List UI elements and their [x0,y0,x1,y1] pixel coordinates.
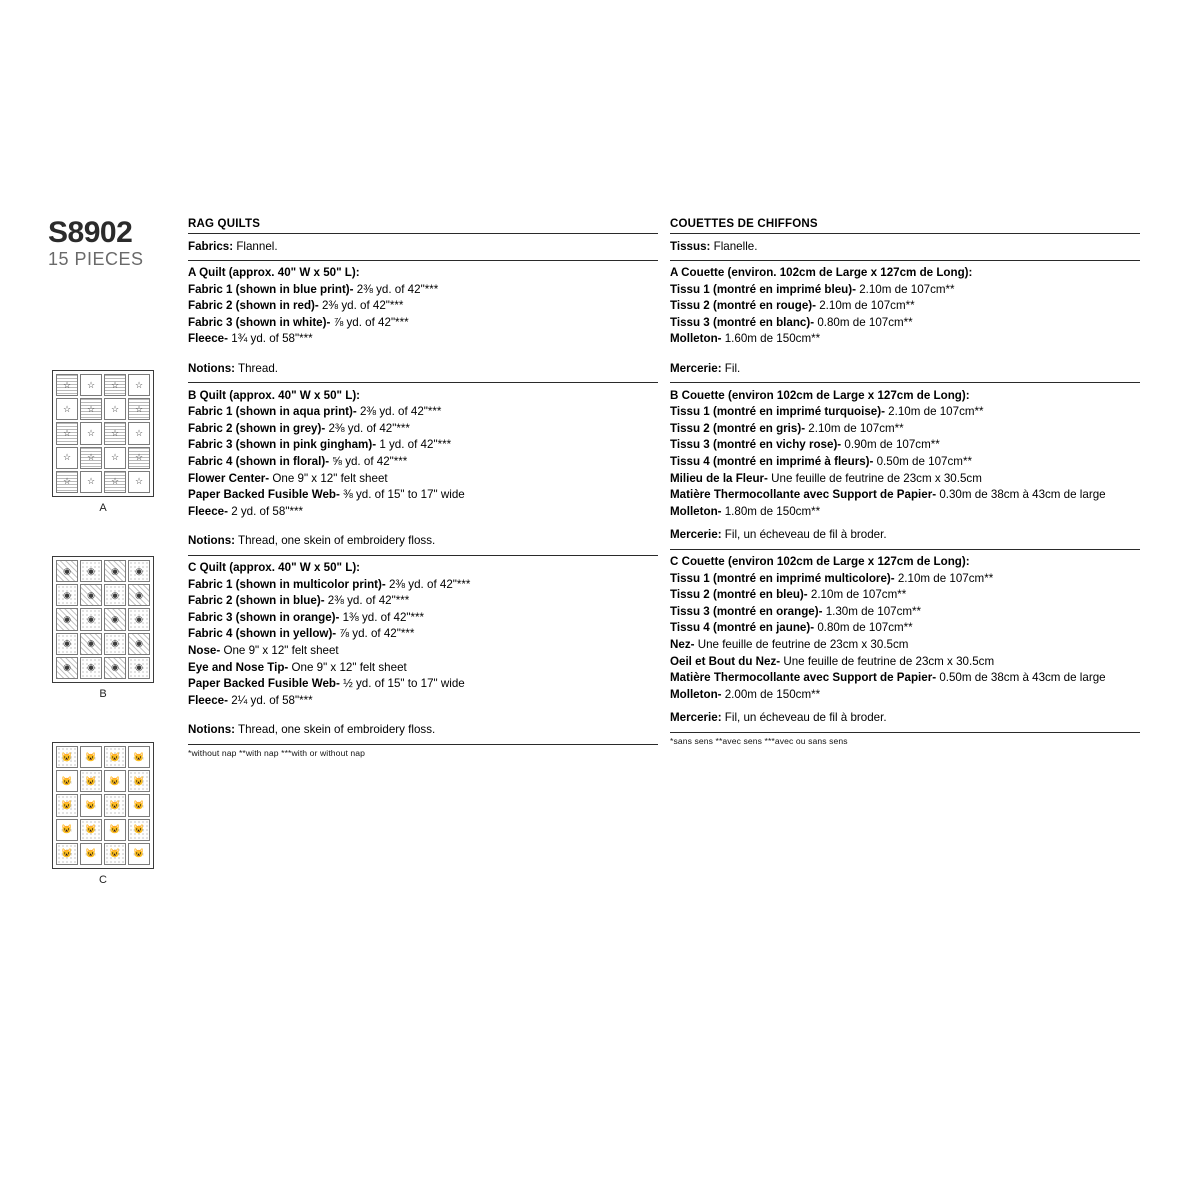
nap-footnote-english: *without nap **with nap ***with or without nap [188,748,366,759]
quilt-cell: ◉ [80,657,102,679]
requirement-value: 0.50m de 107cm** [873,455,972,469]
quilt-cell: ◉ [128,608,150,630]
fabrics-value: Flannel. [233,239,278,253]
requirement-label: Fabric 1 (shown in blue print)- [188,282,354,296]
requirement-label: Fabric 4 (shown in floral)- [188,455,330,469]
quilt-cell: ◉ [56,584,78,606]
view-a-thumbnail-wrap [48,370,158,514]
quilt-cell: ◉ [104,584,126,606]
quilt-cell: ☆ [56,447,78,469]
requirement-label: Molleton- [670,504,722,518]
divider [188,260,658,261]
quilt-cell: 😺 [128,794,150,816]
requirement-label: Fleece- [188,332,228,346]
requirements-column-french [670,218,1140,746]
pattern-code: S8902 [48,216,133,249]
requirement-label: Fabric 3 (shown in orange)- [188,610,340,624]
requirement-line [670,603,1140,620]
requirement-label: Fabric 3 (shown in white)- [188,315,331,329]
quilt-cell: ☆ [128,422,150,444]
requirement-line [188,642,658,659]
quilt-cell: 😺 [80,819,102,841]
requirement-label: Fabric 2 (shown in grey)- [188,421,326,435]
divider [670,549,1140,550]
quilt-cell: 😺 [128,819,150,841]
notions-line-c-english [188,722,658,739]
view-c-thumbnail-wrap [48,742,158,886]
fabrics-line-english [188,238,658,255]
quilt-cell: ◉ [128,560,150,582]
quilt-cell: 😺 [80,746,102,768]
view-heading-c-english [188,560,658,577]
requirement-value: 0.50m de 38cm à 43cm de large [936,671,1106,685]
notions-value: Fil. [721,362,741,376]
quilt-cell: 😺 [128,843,150,865]
quilt-cell: 😺 [56,746,78,768]
requirement-value: 2.10m de 107cm** [816,299,915,313]
requirement-line [188,576,658,593]
requirement-value: 2.10m de 107cm** [807,588,907,602]
requirement-value: One 9" x 12" felt sheet [288,660,407,674]
quilt-cell: ◉ [56,633,78,655]
quilt-cell: ◉ [104,608,126,630]
quilt-cell: 😺 [104,770,126,792]
spacer [670,703,1140,710]
requirement-label: Nez- [670,637,695,651]
requirement-line [188,331,658,348]
requirement-label: Eye and Nose Tip- [188,660,289,674]
view-heading-b-english [188,387,658,404]
requirement-label: Fabric 2 (shown in red)- [188,299,319,313]
piece-count: 15 PIECES [48,249,144,269]
notions-label: Notions: [188,723,236,737]
notions-value: Thread, one skein of embroidery floss. [235,723,436,737]
requirement-label: Fabric 2 (shown in blue)- [188,594,325,608]
quilt-cell: ◉ [80,633,102,655]
fabrics-value: Flanelle. [710,239,758,253]
quilt-cell: ◉ [104,657,126,679]
view-heading-text: B Quilt (approx. 40" W x 50" L): [188,388,361,402]
requirement-line [670,470,1140,487]
requirement-value: ⅜ yd. of 15" to 17" wide [339,488,465,502]
requirement-label: Tissu 4 (montré en jaune)- [670,621,815,635]
requirement-line [188,626,658,643]
quilt-cell: 😺 [104,843,126,865]
requirement-line [670,503,1140,520]
requirement-label: Tissu 3 (montré en orange)- [670,604,823,618]
requirement-value: Une feuille de feutrine de 23cm x 30.5cm [767,471,982,485]
requirement-value: Une feuille de feutrine de 23cm x 30.5cm [780,654,995,668]
view-c-thumbnail [52,742,154,869]
requirement-value: 1¾ yd. of 58"*** [227,332,313,346]
requirement-line [670,587,1140,604]
requirement-label: Molleton- [670,687,722,701]
requirement-label: Tissu 2 (montré en rouge)- [670,299,817,313]
quilt-cell: ☆ [104,422,126,444]
requirement-line [188,593,658,610]
requirement-value: 2⅜ yd. of 42"*** [324,594,410,608]
requirement-line [188,420,658,437]
quilt-cell: ◉ [128,584,150,606]
spacer [188,348,658,361]
view-heading-text: C Quilt (approx. 40" W x 50" L): [188,561,361,574]
quilt-cell: ☆ [80,374,102,396]
quilt-cell: ◉ [104,633,126,655]
view-b-thumbnail-wrap [48,556,158,700]
requirement-label: Tissu 3 (montré en vichy rose)- [670,438,842,452]
requirement-label: Paper Backed Fusible Web- [188,677,340,691]
requirement-label: Tissu 1 (montré en imprimé turquoise)- [670,405,885,419]
spacer [188,520,658,533]
quilt-cell: 😺 [128,770,150,792]
notions-label: Notions: [188,534,236,548]
requirement-value: 2.10m de 107cm** [894,571,994,585]
requirement-value: ½ yd. of 15" to 17" wide [339,677,465,691]
quilt-cell: ☆ [80,447,102,469]
requirement-value: 2 yd. of 58"*** [227,504,303,518]
requirement-label: Matière Thermocollante avec Support de Papier- [670,671,937,685]
notions-line-a-english [188,361,658,378]
view-heading-text: B Couette (environ 102cm de Large x 127cm de Long): [670,388,970,402]
requirement-value: 0.30m de 38cm à 43cm de large [936,488,1106,502]
requirement-value: 1⅜ yd. of 42"*** [339,610,425,624]
view-heading-text: C Couette (environ 102cm de Large x 127cm de Long): [670,555,970,568]
notions-value: Fil, un écheveau de fil à broder. [721,528,887,542]
requirement-line [188,281,658,298]
requirement-label: Flower Center- [188,471,270,485]
quilt-cell: ◉ [128,657,150,679]
requirement-line [670,670,1140,687]
requirement-value: 2⅜ yd. of 42"*** [325,421,410,435]
quilt-cell: 😺 [56,819,78,841]
quilt-cell: 😺 [56,843,78,865]
requirement-line [188,404,658,421]
view-heading-text: A Couette (environ. 102cm de Large x 127cm de Long): [670,266,973,280]
quilt-cell: ◉ [56,608,78,630]
requirement-line [670,686,1140,703]
requirement-label: Tissu 2 (montré en gris)- [670,421,806,435]
requirements-sheet [48,218,1148,930]
requirement-line [670,620,1140,637]
requirement-line [670,404,1140,421]
requirement-label: Molleton- [670,332,722,346]
spacer [670,348,1140,361]
notions-value: Thread. [235,362,278,376]
requirement-label: Milieu de la Fleur- [670,471,768,485]
requirements-column-english [188,218,658,758]
divider [670,382,1140,383]
fabrics-label: Tissus: [670,239,711,253]
requirement-line [670,298,1140,315]
quilt-cell: ◉ [128,633,150,655]
requirement-value: 2⅜ yd. of 42"*** [353,282,439,296]
quilt-cell: ☆ [128,471,150,493]
column-title-french: COUETTES DE CHIFFONS [670,218,818,230]
notions-label: Mercerie: [670,528,722,542]
requirement-line [670,281,1140,298]
requirement-label: Oeil et Bout du Nez- [670,654,781,668]
requirement-value: 1.60m de 150cm** [721,332,821,346]
quilt-cell: ☆ [128,398,150,420]
requirement-line [188,676,658,693]
notions-value: Thread, one skein of embroidery floss. [235,534,436,548]
requirement-value: 2.10m de 107cm** [884,405,984,419]
requirement-line [188,609,658,626]
requirement-line [670,570,1140,587]
quilt-cell: 😺 [104,794,126,816]
requirement-line [188,314,658,331]
requirement-line [188,692,658,709]
requirement-value: 0.80m de 107cm** [814,621,913,635]
notions-line-a-french [670,361,1140,378]
requirement-value: 2.10m de 107cm** [855,282,955,296]
requirement-label: Tissu 1 (montré en imprimé multicolore)- [670,571,895,585]
requirement-label: Fabric 3 (shown in pink gingham)- [188,438,377,452]
quilt-cell: ◉ [56,560,78,582]
requirement-line [670,420,1140,437]
view-a-thumbnail [52,370,154,497]
requirement-line [670,331,1140,348]
requirement-line [188,454,658,471]
quilt-cell: 😺 [128,746,150,768]
quilt-cell: 😺 [104,746,126,768]
quilt-cell: ◉ [104,560,126,582]
requirement-value: 0.80m de 107cm** [814,315,913,329]
divider [188,382,658,383]
requirement-line [670,487,1140,504]
quilt-cell: ☆ [56,374,78,396]
fabrics-line-french [670,238,1140,255]
notions-label: Notions: [188,362,236,376]
requirement-label: Fabric 4 (shown in yellow)- [188,627,337,641]
view-heading-a-english [188,265,658,282]
requirement-value: Une feuille de feutrine de 23cm x 30.5cm [694,637,909,651]
quilt-cell: 😺 [80,770,102,792]
requirement-line [188,659,658,676]
requirement-value: ⅝ yd. of 42"*** [329,455,408,469]
requirement-value: 1 yd. of 42"*** [376,438,452,452]
notions-label: Mercerie: [670,362,722,376]
quilt-cell: 😺 [80,794,102,816]
requirement-label: Tissu 2 (montré en bleu)- [670,588,808,602]
requirement-value: 2⅜ yd. of 42"*** [318,299,404,313]
notions-line-b-french [670,527,1140,544]
view-b-label: B [99,688,107,700]
requirement-label: Paper Backed Fusible Web- [188,488,340,502]
quilt-cell: ☆ [104,374,126,396]
view-heading-text: A Quilt (approx. 40" W x 50" L): [188,266,360,280]
requirement-value: 0.90m de 107cm** [841,438,940,452]
quilt-cell: 😺 [56,794,78,816]
requirement-label: Tissu 1 (montré en imprimé bleu)- [670,282,856,296]
requirement-value: One 9" x 12" felt sheet [269,471,388,485]
requirement-value: 2⅜ yd. of 42"*** [356,405,442,419]
divider [188,555,658,556]
requirement-value: ⅞ yd. of 42"*** [336,627,415,641]
requirement-line [188,298,658,315]
quilt-cell: 😺 [104,819,126,841]
requirement-line [188,487,658,504]
notions-line-b-english [188,533,658,550]
requirement-label: Fleece- [188,504,228,518]
quilt-cell: ☆ [128,374,150,396]
spacer [188,709,658,722]
requirement-line [188,470,658,487]
quilt-cell: ☆ [56,398,78,420]
requirement-label: Nose- [188,643,221,657]
requirement-line [670,454,1140,471]
view-a-label: A [99,502,107,514]
quilt-cell: ◉ [56,657,78,679]
quilt-cell: ☆ [80,398,102,420]
quilt-cell: ◉ [80,560,102,582]
quilt-cell: 😺 [80,843,102,865]
notions-value: Fil, un écheveau de fil à broder. [721,711,887,725]
view-heading-c-french [670,554,1140,571]
requirement-label: Fabric 1 (shown in multicolor print)- [188,577,386,591]
quilt-cell: ☆ [128,447,150,469]
requirement-value: ⅞ yd. of 42"*** [330,315,409,329]
quilt-cell: ☆ [104,471,126,493]
quilt-cell: ◉ [80,584,102,606]
requirement-value: 2¼ yd. of 58"*** [227,693,313,707]
requirement-line [670,437,1140,454]
requirement-label: Fleece- [188,693,228,707]
requirement-line [188,437,658,454]
requirement-line [188,503,658,520]
quilt-cell: ☆ [80,422,102,444]
notions-line-c-french [670,710,1140,727]
requirement-label: Matière Thermocollante avec Support de Papier- [670,488,937,502]
requirement-label: Fabric 1 (shown in aqua print)- [188,405,357,419]
requirement-line [670,653,1140,670]
nap-footnote-french: *sans sens **avec sens ***avec ou sans sens [670,736,848,747]
quilt-cell: ☆ [56,422,78,444]
quilt-cell: ◉ [80,608,102,630]
spacer [670,520,1140,527]
requirement-value: One 9" x 12" felt sheet [220,643,339,657]
notions-label: Mercerie: [670,711,722,725]
view-b-thumbnail [52,556,154,683]
fabrics-label: Fabrics: [188,239,234,253]
divider [188,233,658,234]
quilt-cell: ☆ [56,471,78,493]
quilt-cell: ☆ [104,447,126,469]
requirement-value: 2.00m de 150cm** [721,687,821,701]
pattern-identity [48,218,180,270]
quilt-cell: ☆ [80,471,102,493]
view-heading-b-french [670,387,1140,404]
requirement-value: 2.10m de 107cm** [805,421,904,435]
divider [670,233,1140,234]
view-c-label: C [99,874,107,886]
quilt-cell: ☆ [104,398,126,420]
requirement-value: 1.80m de 150cm** [721,504,821,518]
requirement-line [670,636,1140,653]
column-title-english: RAG QUILTS [188,218,261,230]
requirement-value: 2⅜ yd. of 42"*** [385,577,471,591]
requirement-label: Tissu 4 (montré en imprimé à fleurs)- [670,455,874,469]
requirement-value: 1.30m de 107cm** [822,604,922,618]
requirement-line [670,314,1140,331]
divider [670,260,1140,261]
quilt-cell: 😺 [56,770,78,792]
view-heading-a-french [670,265,1140,282]
requirement-label: Tissu 3 (montré en blanc)- [670,315,815,329]
